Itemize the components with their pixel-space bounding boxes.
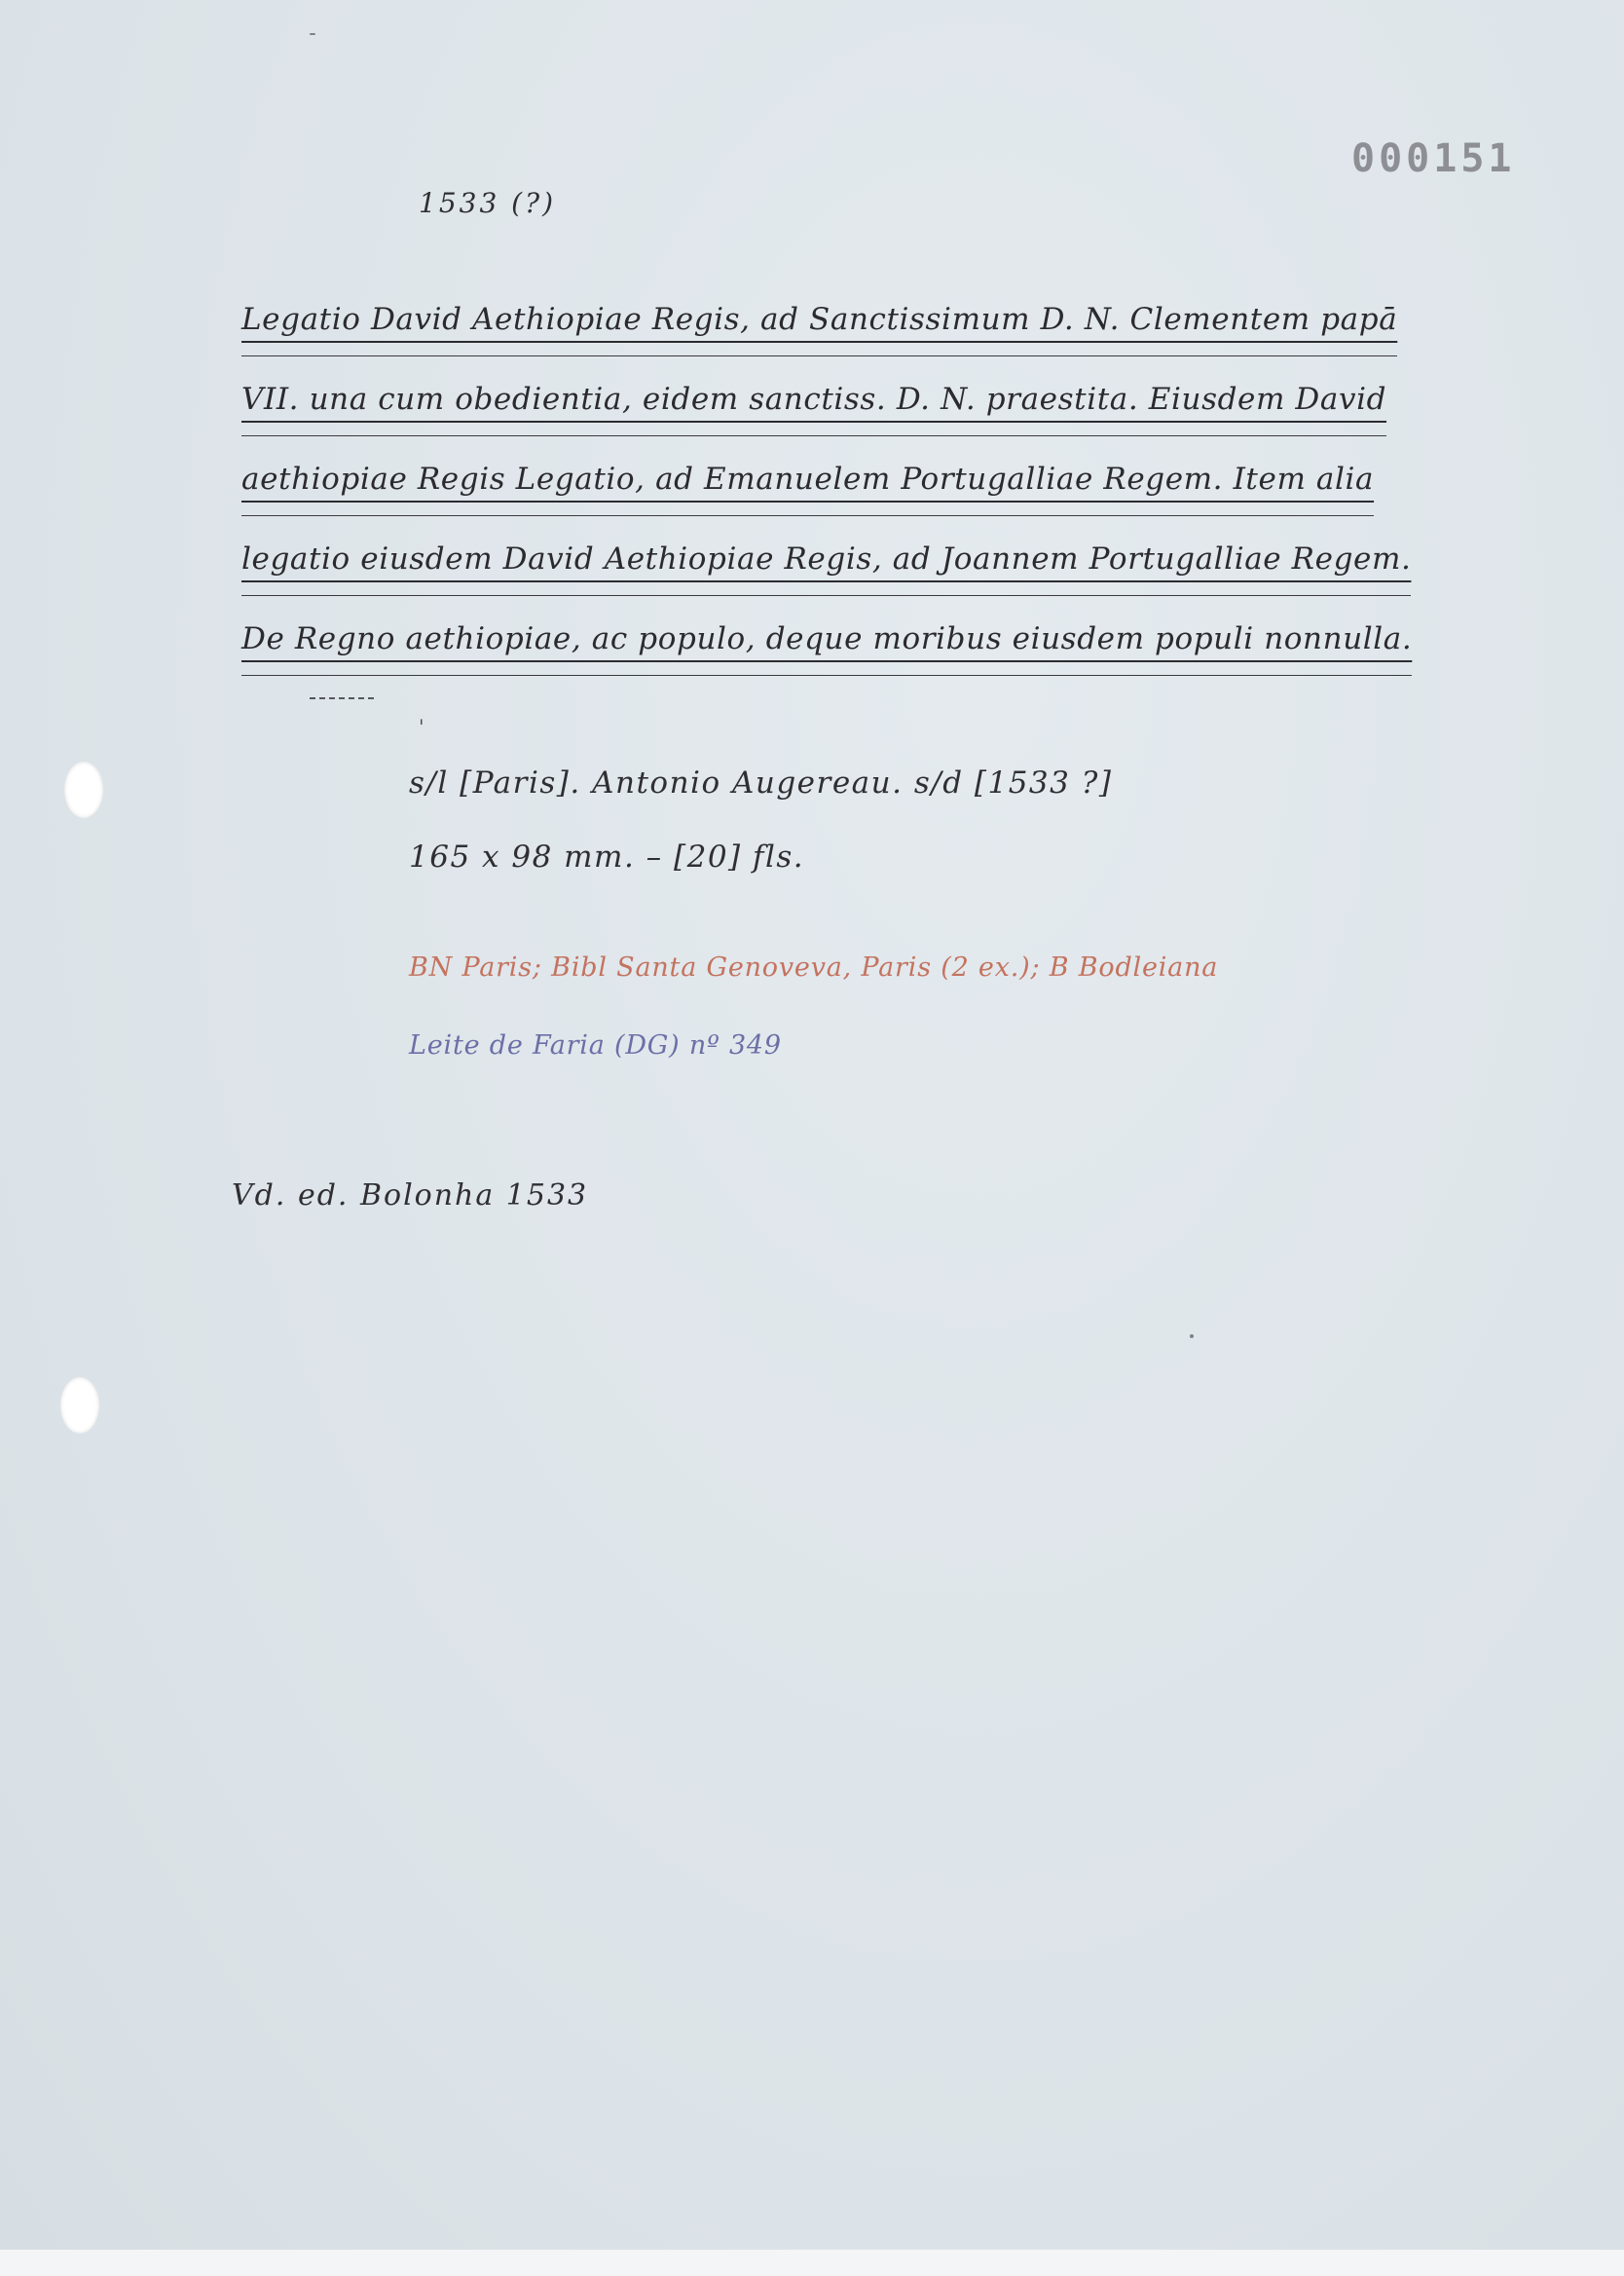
title-line: aethiopiae Regis Legatio, ad Emanuelem Portugalliae Regem. Item alia (241, 462, 1375, 497)
title-line: legatio eiusdem David Aethiopiae Regis, ad Joannem Portugalliae Regem. (241, 541, 1412, 577)
paper-speck (310, 33, 315, 35)
title-line: Legatio David Aethiopiae Regis, ad Sanctissimum D. N. Clementem papā (241, 302, 1398, 337)
scan-margin (0, 2250, 1624, 2276)
dash-mark (310, 697, 374, 699)
title-line: De Regno aethiopiae, ac populo, deque moribus eiusdem populi nonnulla. (241, 621, 1413, 656)
title-line: VII. una cum obedientia, eidem sanctiss. D. N. praestita. Eiusdem David (241, 382, 1387, 417)
reference-line: Leite de Faria (DG) nº 349 (409, 1030, 782, 1061)
punch-hole (60, 1377, 99, 1434)
imprint-line: s/l [Paris]. Antonio Augereau. s/d [1533 ?] (409, 765, 1113, 801)
record-stamp-number: 000151 (1351, 136, 1516, 181)
tick-mark: ˌ (419, 703, 424, 727)
punch-hole (64, 762, 103, 818)
format-line: 165 x 98 mm. – [20] fls. (409, 840, 805, 875)
paper-speck (1190, 1334, 1194, 1338)
publication-date: 1533 (?) (419, 187, 557, 219)
see-also-line: Vd. ed. Bolonha 1533 (232, 1178, 589, 1213)
holdings-line: BN Paris; Bibl Santa Genoveva, Paris (2 ex.); B Bodleiana (409, 952, 1219, 983)
